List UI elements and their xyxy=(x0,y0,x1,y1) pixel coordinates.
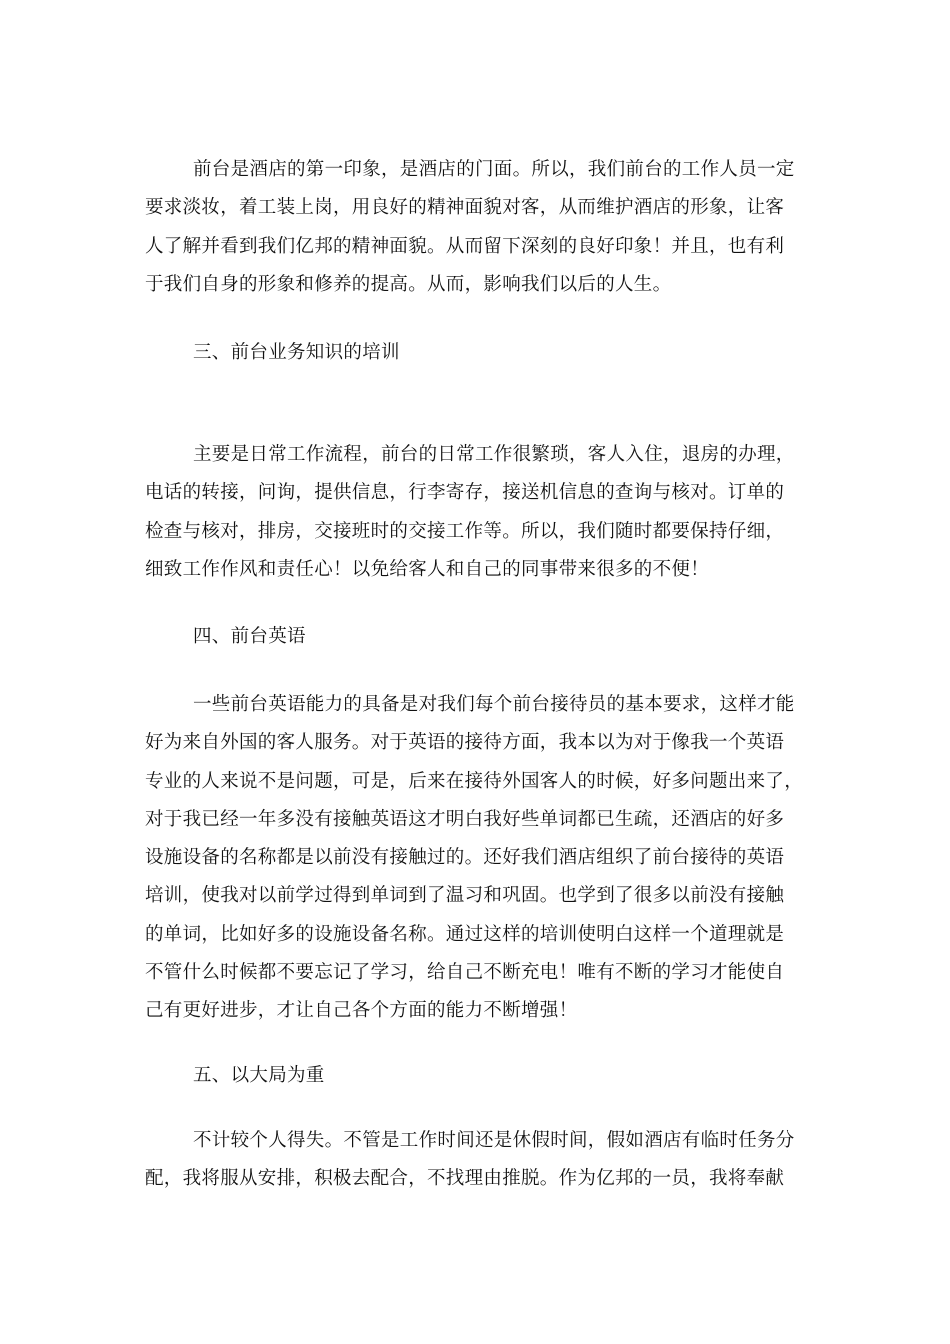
paragraph-front-desk-english xyxy=(145,686,810,1031)
paragraph-line: 己有更好进步，才让自己各个方面的能力不断增强！ xyxy=(145,1000,578,1022)
paragraph-front-desk-image xyxy=(145,151,810,304)
paragraph-line: 电话的转接，问询，提供信息，行李寄存，接送机信息的查询与核对。订单的 xyxy=(145,482,785,504)
section-heading-4: 四、前台英语 xyxy=(193,626,306,647)
paragraph-line: 对于我已经一年多没有接触英语这才明白我好些单词都已生疏，还酒店的好多 xyxy=(145,808,785,830)
paragraph-daily-workflow xyxy=(145,436,810,589)
paragraph-line: 细致工作作风和责任心！以免给客人和自己的同事带来很多的不便！ xyxy=(145,558,710,580)
paragraph-line: 培训，使我对以前学过得到单词到了温习和巩固。也学到了很多以前没有接触 xyxy=(145,885,785,907)
paragraph-line: 要求淡妆，着工装上岗，用良好的精神面貌对客，从而维护酒店的形象，让客 xyxy=(145,197,785,219)
paragraph-line: 一些前台英语能力的具备是对我们每个前台接待员的基本要求，这样才能 xyxy=(193,694,795,715)
section-heading-5: 五、以大局为重 xyxy=(193,1065,325,1086)
paragraph-line: 好为来自外国的客人服务。对于英语的接待方面，我本以为对于像我一个英语 xyxy=(145,732,785,754)
section-heading-3: 三、前台业务知识的培训 xyxy=(193,342,400,363)
paragraph-line: 配，我将服从安排，积极去配合，不找理由推脱。作为亿邦的一员，我将奉献 xyxy=(145,1168,785,1190)
paragraph-big-picture xyxy=(145,1122,810,1199)
paragraph-line: 设施设备的名称都是以前没有接触过的。还好我们酒店组织了前台接待的英语 xyxy=(145,847,785,869)
paragraph-line: 不计较个人得失。不管是工作时间还是休假时间，假如酒店有临时任务分 xyxy=(193,1130,795,1151)
paragraph-line: 不管什么时候都不要忘记了学习，给自己不断充电！唯有不断的学习才能使自 xyxy=(145,962,785,984)
paragraph-line: 主要是日常工作流程，前台的日常工作很繁琐，客人入住，退房的办理， xyxy=(193,444,795,465)
paragraph-line: 人了解并看到我们亿邦的精神面貌。从而留下深刻的良好印象！并且，也有利 xyxy=(145,235,785,257)
paragraph-line: 的单词，比如好多的设施设备名称。通过这样的培训使明白这样一个道理就是 xyxy=(145,923,785,945)
paragraph-line: 于我们自身的形象和修养的提高。从而，影响我们以后的人生。 xyxy=(145,273,672,295)
paragraph-line: 检查与核对，排房，交接班时的交接工作等。所以，我们随时都要保持仔细， xyxy=(145,520,785,542)
paragraph-line: 专业的人来说不是问题，可是，后来在接待外国客人的时候，好多问题出来了， xyxy=(145,770,804,792)
paragraph-line: 前台是酒店的第一印象，是酒店的门面。所以，我们前台的工作人员一定 xyxy=(193,159,795,180)
